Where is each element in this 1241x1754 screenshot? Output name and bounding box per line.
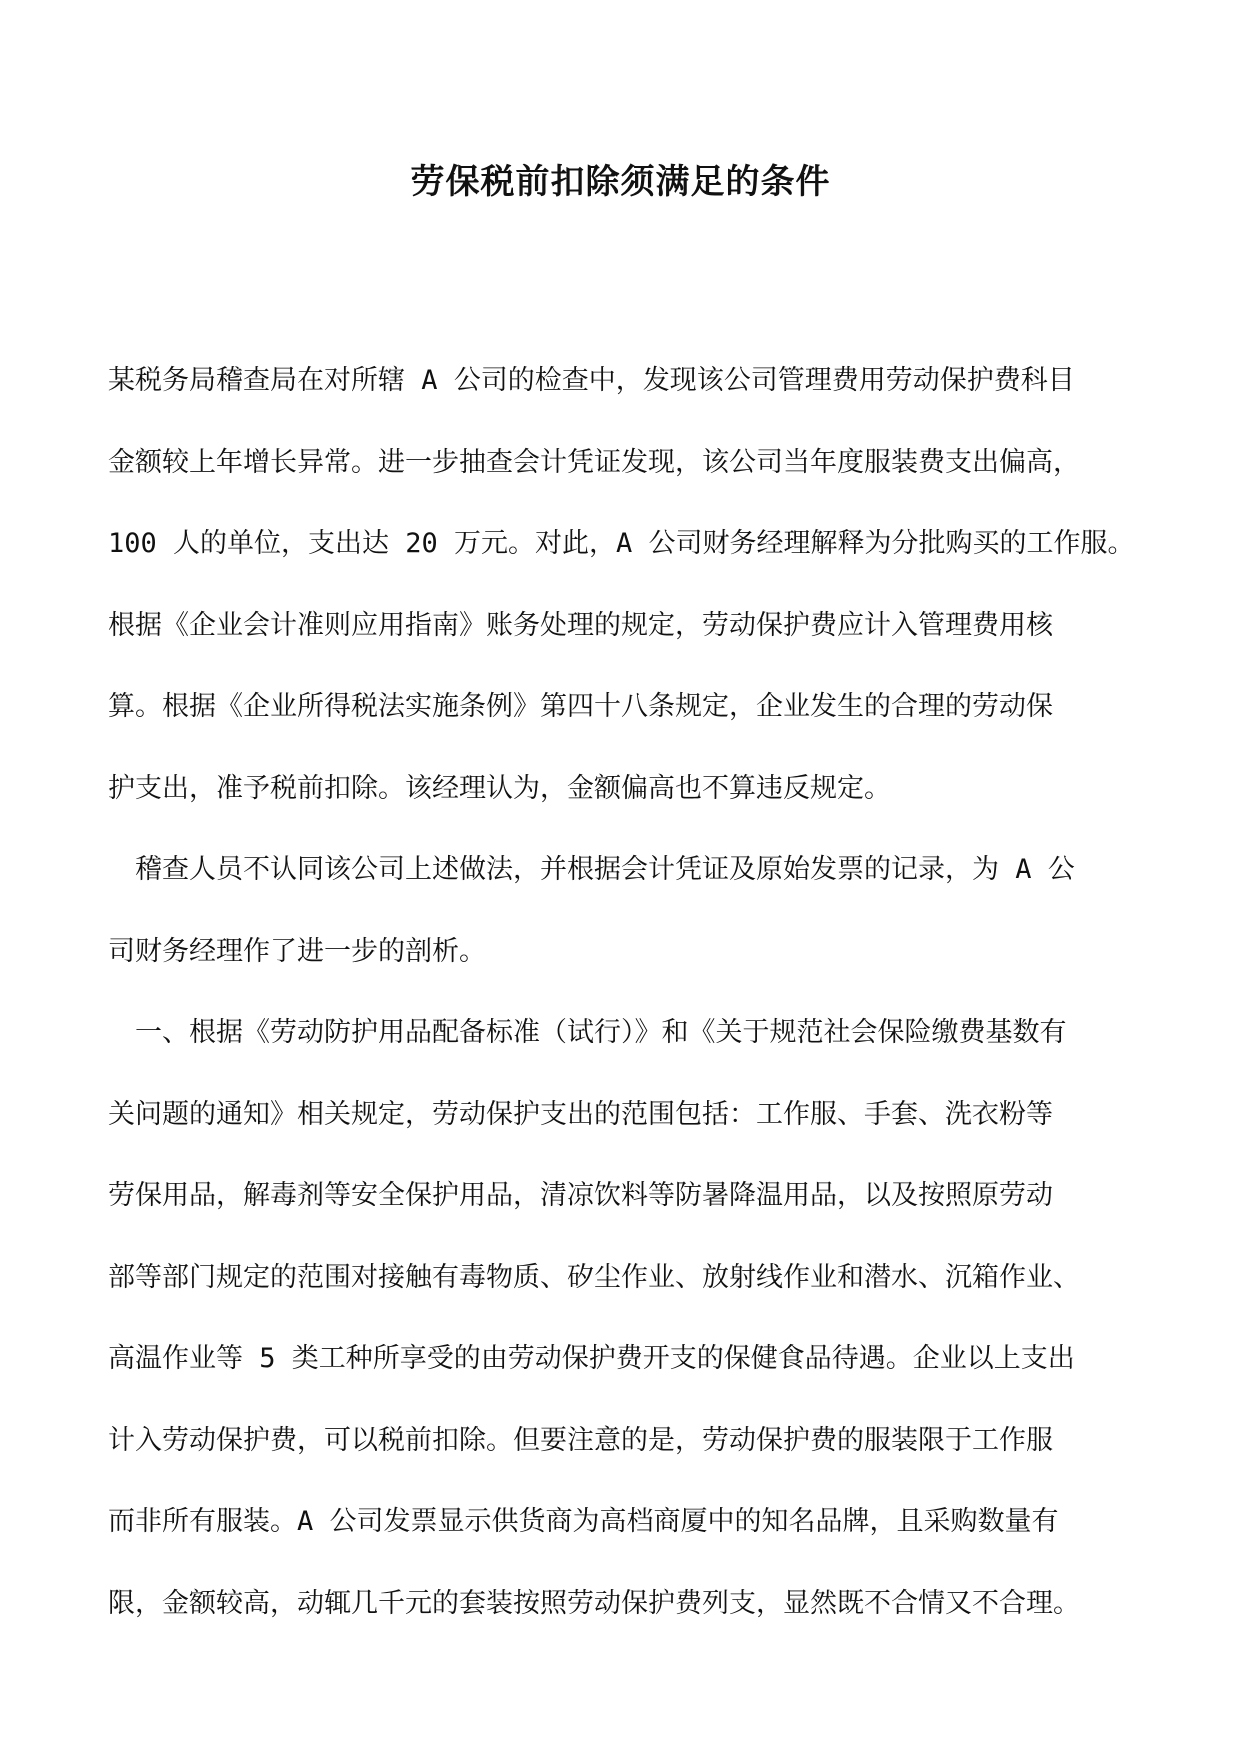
body-line: 金额较上年增长异常。进一步抽查会计凭证发现，该公司当年度服装费支出偏高， xyxy=(108,446,1080,478)
body-line: 某税务局稽查局在对所辖 A 公司的检查中，发现该公司管理费用劳动保护费科目 xyxy=(108,365,1075,396)
document-body xyxy=(108,340,1138,1644)
body-line: 算。根据《企业所得税法实施条例》第四十八条规定，企业发生的合理的劳动保 xyxy=(108,691,1053,722)
body-line: 计入劳动保护费，可以税前扣除。但要注意的是，劳动保护费的服装限于工作服 xyxy=(108,1424,1053,1456)
body-line: 护支出，准予税前扣除。该经理认为，金额偏高也不算违反规定。 xyxy=(108,772,891,804)
body-line: 限，金额较高，动辄几千元的套装按照劳动保护费列支，显然既不合情又不合理。 xyxy=(108,1587,1080,1619)
body-line: 根据《企业会计准则应用指南》账务处理的规定，劳动保护费应计入管理费用核 xyxy=(108,609,1053,641)
body-line: 而非所有服装。A 公司发票显示供货商为高档商厦中的知名品牌，且采购数量有 xyxy=(108,1506,1059,1537)
body-line: 稽查人员不认同该公司上述做法，并根据会计凭证及原始发票的记录，为 A 公 xyxy=(108,854,1075,885)
body-line: 部等部门规定的范围对接触有毒物质、矽尘作业、放射线作业和潜水、沉箱作业、 xyxy=(108,1261,1080,1293)
body-line: 关问题的通知》相关规定，劳动保护支出的范围包括：工作服、手套、洗衣粉等 xyxy=(108,1098,1053,1130)
body-line: 一、根据《劳动防护用品配备标准（试行）》和《关于规范社会保险缴费基数有 xyxy=(108,1017,1067,1048)
body-line: 司财务经理作了进一步的剖析。 xyxy=(108,935,486,967)
body-line: 高温作业等 5 类工种所享受的由劳动保护费开支的保健食品待遇。企业以上支出 xyxy=(108,1343,1075,1374)
body-line: 劳保用品，解毒剂等安全保护用品，清凉饮料等防暑降温用品，以及按照原劳动 xyxy=(108,1180,1053,1211)
document-title: 劳保税前扣除须满足的条件 xyxy=(410,162,831,202)
body-line: 100 人的单位，支出达 20 万元。对此，A 公司财务经理解释为分批购买的工作服。 xyxy=(108,528,1135,559)
